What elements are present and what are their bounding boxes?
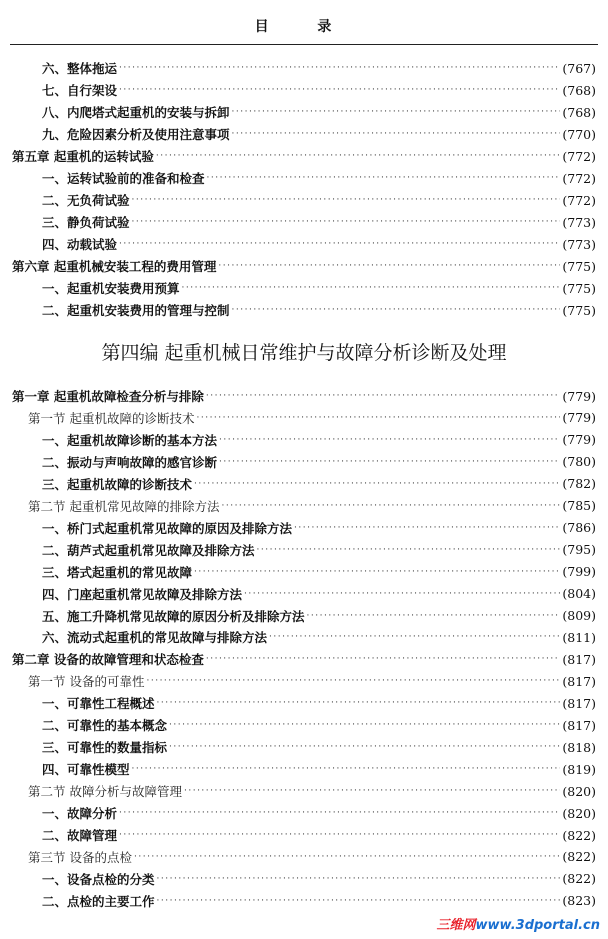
toc-page-number: (772) [562,148,596,164]
toc-entry-sect [28,408,596,428]
toc-label: 一、桥门式起重机常见故障的原因及排除方法 [42,520,293,536]
leader-dots [119,830,560,840]
leader-dots [132,195,561,205]
toc-label: 第二节 起重机常见故障的排除方法 [28,498,220,514]
toc-label: 一、起重机安装费用预算 [42,281,180,296]
leader-dots [157,874,561,884]
toc-label: 五、施工升降机常见故障的原因分析及排除方法 [42,608,305,624]
watermark-url: www.3dportal.cn [475,918,600,933]
toc-entry-item [42,584,596,604]
toc-entry-item [42,540,596,560]
toc-label: 三、可靠性的数量指标 [42,740,168,756]
leader-dots [119,63,560,73]
toc-label: 第五章 起重机的运转试验 [12,149,154,164]
toc-label: 一、起重机故障诊断的基本方法 [42,432,218,448]
leader-dots [134,852,560,862]
toc-label: 一、可靠性工程概述 [42,696,155,712]
toc-entry-item [42,430,596,450]
leader-dots [257,545,561,555]
toc-entry-chap [12,649,596,669]
leader-dots [207,173,561,183]
toc-entry-item [42,474,596,494]
toc-label: 第二节 故障分析与故障管理 [28,784,182,800]
leader-dots [221,501,560,511]
toc-label: 四、可靠性模型 [42,762,130,778]
toc-page-number: (770) [562,126,596,142]
toc-label: 三、塔式起重机的常见故障 [42,564,193,580]
toc-page-number: (820) [562,783,596,799]
toc-label: 六、流动式起重机的常见故障与排除方法 [42,630,268,646]
leader-dots [232,129,561,139]
toc-entry-item [42,278,596,298]
toc-page-number: (822) [562,827,596,843]
toc-entry-item [42,102,596,122]
toc-page-number: (775) [562,280,596,296]
toc-label: 三、起重机故障的诊断技术 [42,476,193,492]
leader-dots [169,720,560,730]
toc-entry-item [42,715,596,735]
toc-page-number: (817) [562,717,596,733]
toc-entry-item [42,234,596,254]
leader-dots [157,698,561,708]
toc-label: 第一节 设备的可靠性 [28,674,145,690]
toc-entry-item [42,869,596,889]
toc-label: 二、振动与声响故障的感官诊断 [42,454,218,470]
leader-dots [294,523,560,533]
toc-label: 二、可靠性的基本概念 [42,718,168,734]
toc-entry-sect [28,847,596,867]
toc-label: 二、起重机安装费用的管理与控制 [42,303,230,318]
header-rule [10,44,598,45]
toc-label: 第一节 起重机故障的诊断技术 [28,410,195,426]
leader-dots [169,742,560,752]
toc-entry-item [42,452,596,472]
toc-entry-item [42,693,596,713]
leader-dots [194,479,560,489]
toc-entry-item [42,737,596,757]
toc-entry-item [42,124,596,144]
leader-dots [132,217,561,227]
toc-label: 第一章 起重机故障检查分析与排除 [12,389,204,404]
leader-dots [244,589,560,599]
leader-dots [232,305,561,315]
toc-page-number: (779) [562,388,596,404]
leader-dots [184,786,560,796]
toc-label: 第二章 设备的故障管理和状态检查 [12,652,204,668]
toc-label: 四、动载试验 [42,237,118,252]
toc-entry-item [42,212,596,232]
toc-entry-item [42,190,596,210]
toc-label: 九、危险因素分析及使用注意事项 [42,127,230,142]
leader-dots [182,283,561,293]
toc-page-number: (779) [562,410,596,426]
toc-entry-sect [28,781,596,801]
toc-page-number: (822) [562,871,596,887]
toc-entry-item [42,606,596,626]
toc-entry-item [42,518,596,538]
toc-page-number: (817) [562,651,596,667]
toc-page-number: (779) [562,432,596,448]
toc-entry-sect [28,671,596,691]
toc-entry-item [42,627,596,647]
toc-page-number: (773) [562,236,596,252]
toc-page-number: (768) [562,82,596,98]
toc-entry-chap [12,256,596,276]
toc-entry-chap [12,146,596,166]
leader-dots [206,391,561,401]
toc-entry-item [42,759,596,779]
toc-page-number: (795) [562,542,596,558]
toc-page-number: (780) [562,454,596,470]
toc-page-number: (786) [562,520,596,536]
leader-dots [218,261,560,271]
toc-label: 第三节 设备的点检 [28,849,132,865]
leader-dots [194,567,560,577]
toc-entry-item [42,300,596,320]
toc-page-number: (811) [562,629,596,645]
leader-dots [232,107,561,117]
leader-dots [156,151,561,161]
toc-page-number: (773) [562,214,596,230]
toc-page-number: (819) [562,761,596,777]
toc-label: 二、葫芦式起重机常见故障及排除方法 [42,542,255,558]
toc-page-number: (822) [562,849,596,865]
toc-entry-item [42,168,596,188]
toc-label: 四、门座起重机常见故障及排除方法 [42,586,243,602]
toc-page-number: (799) [562,564,596,580]
leader-dots [119,239,560,249]
leader-dots [157,896,561,906]
toc-label: 二、故障管理 [42,828,118,843]
toc-entry-sect [28,496,596,516]
leader-dots [219,457,560,467]
toc-page-number: (823) [562,893,596,909]
toc-label: 一、运转试验前的准备和检查 [42,171,205,186]
leader-dots [119,85,560,95]
leader-dots [307,611,561,621]
toc-label: 六、整体拖运 [42,61,118,76]
toc-entry-item [42,58,596,78]
leader-dots [119,808,560,818]
leader-dots [196,413,560,423]
toc-label: 三、静负荷试验 [42,215,130,230]
toc-page-number: (818) [562,739,596,755]
leader-dots [219,435,560,445]
toc-label: 二、点检的主要工作 [42,893,155,909]
toc-entry-item [42,80,596,100]
toc-label: 一、故障分析 [42,806,118,822]
toc-page-number: (775) [562,258,596,274]
toc-entry-item [42,562,596,582]
toc-page-number: (804) [562,586,596,602]
toc-page-number: (785) [562,498,596,514]
toc-page-number: (768) [562,104,596,120]
leader-dots [206,654,561,664]
watermark-cn: 三维网 [436,918,476,933]
toc-page-number: (775) [562,302,596,318]
toc-page-number: (772) [562,192,596,208]
toc-entry-item [42,803,596,823]
leader-dots [132,764,561,774]
toc-page-number: (809) [562,608,596,623]
toc-label: 第六章 起重机械安装工程的费用管理 [12,259,217,274]
toc-label: 二、无负荷试验 [42,193,130,208]
toc-entry-chap [12,386,596,406]
leader-dots [269,632,560,642]
toc-page-number: (820) [562,805,596,821]
toc-label: 七、自行架设 [42,83,118,98]
toc-page-number: (817) [562,695,596,711]
toc-page-number: (772) [562,170,596,186]
toc-label: 八、内爬塔式起重机的安装与拆卸 [42,105,230,120]
toc-page-number: (782) [562,476,596,492]
watermark [437,914,601,933]
toc-label: 一、设备点检的分类 [42,871,155,887]
toc-page-number: (767) [562,60,596,76]
page-header: 目 录 [254,19,354,35]
leader-dots [146,676,560,686]
toc-entry-item [42,825,596,845]
part-title: 第四编 起重机械日常维护与故障分析诊断及处理 [101,342,507,364]
toc-page-number: (817) [562,673,596,689]
toc-entry-item [42,891,596,911]
